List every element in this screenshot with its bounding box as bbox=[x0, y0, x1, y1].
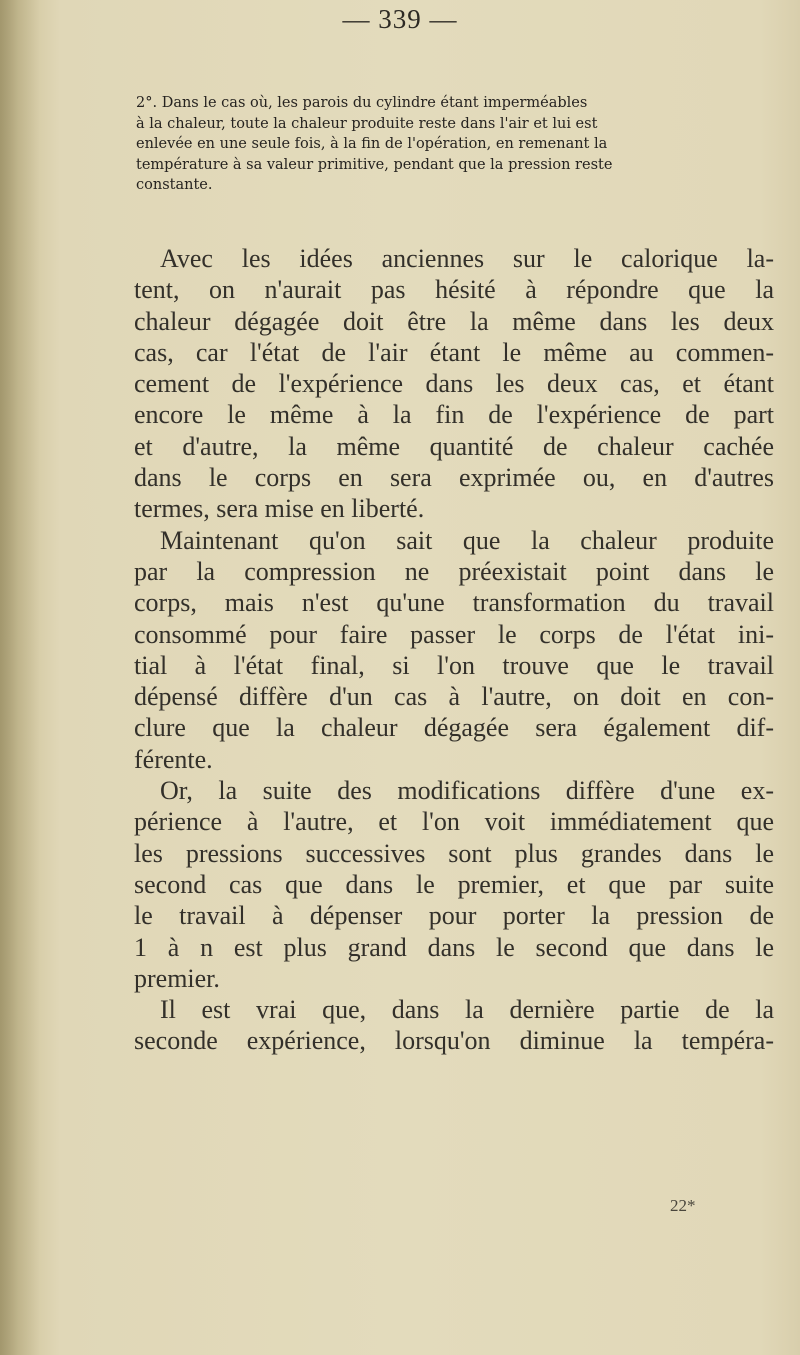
note-line: 2°. Dans le cas où, les parois du cylindre étant imperméables bbox=[136, 95, 588, 111]
body-line: dépensé diffère d'un cas à l'autre, on doit en con- bbox=[134, 682, 774, 712]
body-line: 1 à n est plus grand dans le second que dans le bbox=[134, 932, 774, 962]
body-line: férente. bbox=[134, 744, 213, 774]
signature-mark: 22* bbox=[670, 1196, 696, 1215]
body-line: Or, la suite des modifications diffère d'une ex- bbox=[160, 776, 774, 806]
body-line: clure que la chaleur dégagée sera également dif- bbox=[134, 713, 774, 743]
body-line: corps, mais n'est qu'une transformation du travail bbox=[134, 588, 774, 618]
body-line: Maintenant qu'on sait que la chaleur produite bbox=[160, 525, 774, 555]
note-line: enlevée en une seule fois, à la fin de l'opération, en remenant la bbox=[136, 136, 608, 152]
body-line: encore le même à la fin de l'expérience de part bbox=[134, 400, 774, 430]
body-line: consommé pour faire passer le corps de l'état ini- bbox=[134, 619, 774, 649]
note-line: constante. bbox=[136, 177, 213, 193]
body-line: tent, on n'aurait pas hésité à répondre que la bbox=[134, 275, 774, 305]
body-line: Il est vrai que, dans la dernière partie de la bbox=[160, 995, 774, 1025]
body-line: termes, sera mise en liberté. bbox=[134, 494, 425, 524]
body-line: et d'autre, la même quantité de chaleur cachée bbox=[134, 431, 774, 461]
body-line: premier. bbox=[134, 963, 220, 993]
note-line: à la chaleur, toute la chaleur produite reste dans l'air et lui est bbox=[136, 115, 598, 132]
page-number: — 339 — bbox=[342, 4, 458, 34]
body-line: les pressions successives sont plus grandes dans le bbox=[134, 838, 774, 868]
note-line: température à sa valeur primitive, pendant que la pression reste bbox=[136, 156, 613, 173]
body-line: cement de l'expérience dans les deux cas, et étant bbox=[134, 369, 774, 399]
body-line: chaleur dégagée doit être la même dans les deux bbox=[134, 306, 774, 336]
body-line: dans le corps en sera exprimée ou, en d'autres bbox=[134, 463, 774, 493]
footnote-block bbox=[136, 93, 746, 196]
body-line: seconde expérience, lorsqu'on diminue la tempéra- bbox=[134, 1026, 774, 1056]
body-line: le travail à dépenser pour porter la pression de bbox=[134, 901, 774, 931]
body-line: périence à l'autre, et l'on voit immédiatement que bbox=[134, 807, 774, 837]
body-text bbox=[134, 243, 774, 1057]
body-line: tial à l'état final, si l'on trouve que le travail bbox=[134, 650, 774, 680]
body-line: Avec les idées anciennes sur le calorique la- bbox=[160, 244, 774, 273]
page-binding-shadow bbox=[0, 0, 40, 1355]
body-line: cas, car l'état de l'air étant le même au commen- bbox=[134, 337, 774, 367]
body-line: second cas que dans le premier, et que par suite bbox=[134, 869, 774, 899]
body-line: par la compression ne préexistait point dans le bbox=[134, 556, 774, 586]
